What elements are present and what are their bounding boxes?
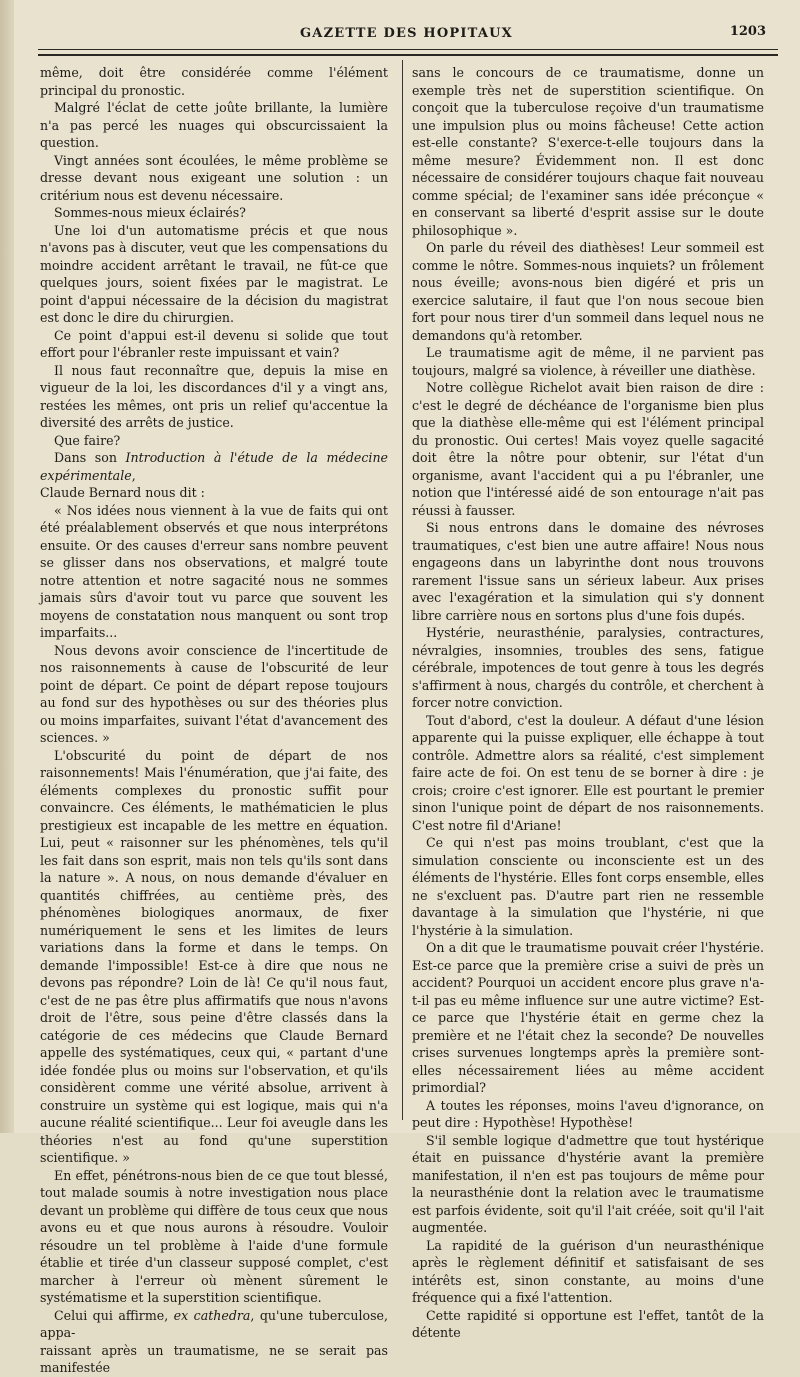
paragraph: même, doit être considérée comme l'élément principal du pronostic.	[40, 65, 388, 98]
paragraph	[40, 1307, 388, 1342]
paragraph: La rapidité de la guérison d'un neurasthénique après le règlement définitif et satisfaisant de ses intérêts est, sinon constante, au moins d'une fréquence qui a fixé l'attention.	[412, 1237, 764, 1305]
paragraph: raissant après un traumatisme, ne se serait pas manifestée	[40, 1342, 388, 1375]
quote-paragraph: « Nos idées nous viennent à la vue de faits qui ont été préalablement observés et que nous interprétons ensuite. Or des causes d'erreur sans nombre peuvent se glisser dans nos observations, et malgré toute notre attention et notre sagacité nous ne sommes jamais sûrs d'avoir tout vu parce que souvent les moyens de constatation nous manquent ou sont trop imparfaits...	[40, 502, 388, 640]
text-run: Dans son	[54, 450, 126, 465]
document-page	[14, 0, 800, 1375]
left-column	[40, 64, 388, 1377]
paragraph: Hystérie, neurasthénie, paralysies, contractures, névralgies, insomnies, troubles des sens, fatigue cérébrale, impotences de tout genre à tous les degrés s'affirment à nous, chargés du contrôle, et cherchent à forcer notre conviction.	[412, 625, 764, 710]
right-column	[412, 64, 764, 1342]
text-run: Celui qui affirme,	[54, 1307, 174, 1323]
paragraph: Cette rapidité si opportune est l'effet, tantôt de la détente	[412, 1307, 764, 1340]
running-title: GAZETTE DES HOPITAUX	[300, 26, 513, 41]
text-run: ,	[131, 467, 136, 483]
latin-phrase: ex cathedra	[173, 1307, 251, 1323]
paragraph: L'obscurité du point de départ de nos raisonnements! Mais l'énumération, que j'ai faite, des éléments complexes du pronostic suffit pour convaincre. Ces éléments, le mathématicien le plus prestigieux est incapable de les mettre en équation. Lui, peut « raisonner sur les phénomènes, tels qu'il les fait dans son esprit, mais non tels qu'ils sont dans la nature ». A nous, on nous demande d'évaluer en quantités chiffrées, au centième près, des phénomènes biologiques anormaux, de fixer numériquement le sens et les limites de leurs variations dans la forme et dans le temps. On demande l'impossible! Est-ce à dire que nous ne devons pas répondre? Loin de là! Ce qu'il nous faut, c'est de ne pas être plus affirmatifs que nous n'avons droit de l'être, sous peine d'être classés dans la catégorie de ces médecins que Claude Bernard appelle des systématiques, ceux qui, « partant d'une idée fondée plus ou moins sur l'observation, et qu'ils considèrent comme une vérité absolue, arrivent à construire un système qui est logique, mais qui n'a aucune réalité scientifique... Leur foi aveugle dans les théories n'est au fond qu'une superstition scientifique. »	[40, 747, 388, 1165]
paragraph: Notre collègue Richelot avait bien raison de dire : c'est le degré de déchéance de l'organisme bien plus que la diathèse elle-même qui est l'élément principal du pronostic. Oui certes! Mais voyez quelle sagacité doit être la nôtre pour obtenir, sur l'état d'un organisme, avant l'accident qui a pu l'ébranler, une notion que l'intéressé aidé de son entourage n'ait pas réussi à fausser.	[412, 380, 764, 518]
paragraph: S'il semble logique d'admettre que tout hystérique était en puissance d'hystérie avant la première manifestation, il n'en est pas toujours de même pour la neurasthénie dont la relation avec le traumatisme est parfois évidente, soit qu'il l'ait créée, soit qu'il l'ait augmentée.	[412, 1132, 764, 1235]
paragraph: Vingt années sont écoulées, le même problème se dresse devant nous exigeant une solution : un critérium nous est devenu nécessaire.	[40, 152, 388, 203]
paragraph: Tout d'abord, c'est la douleur. A défaut d'une lésion apparente qui la puisse expliquer, elle échappe à tout contrôle. Admettre alors sa réalité, c'est simplement faire acte de foi. On est tenu de se borner à dire : je crois; croire c'est ignorer. Elle est pourtant le premier sinon l'unique point de départ de nos raisonnements. C'est notre fil d'Ariane!	[412, 712, 764, 833]
paragraph	[40, 449, 388, 484]
paragraph: Malgré l'éclat de cette joûte brillante, la lumière n'a pas percé les nuages qui obscurcissaient la question.	[40, 100, 388, 150]
paragraph: Il nous faut reconnaître que, depuis la mise en vigueur de la loi, les discordances d'il y a vingt ans, restées les mêmes, ont pris un relief qu'accentue la diversité des arrêts de justice.	[40, 362, 388, 430]
paragraph: Une loi d'un automatisme précis et que nous n'avons pas à discuter, veut que les compensations du moindre accident arrêtant le travail, ne fût-ce que quelques jours, soient fixées par le magistrat. Le point d'appui nécessaire de la décision du magistrat est donc le dire du chirurgien.	[40, 222, 388, 325]
book-title: Introduction à l'étude de la médecine expérimentale	[40, 450, 389, 483]
paragraph: Claude Bernard nous dit :	[40, 485, 205, 500]
paragraph: A toutes les réponses, moins l'aveu d'ignorance, on peut dire : Hypothèse! Hypothèse!	[412, 1097, 764, 1130]
page-number: 1203	[729, 24, 766, 39]
page-header	[14, 18, 800, 42]
book-spine	[0, 0, 14, 1133]
paragraph: Ce qui n'est pas moins troublant, c'est que la simulation consciente ou inconsciente est un des éléments de l'hystérie. Elles font corps ensemble, elles ne s'excluent pas. D'autre part rien ne ressemble davantage à la simulation que l'hystérie, ni que l'hystérie à la simulation.	[412, 835, 764, 938]
paragraph: Si nous entrons dans le domaine des névroses traumatiques, c'est bien une autre affaire! Nous nous engageons dans un labyrinthe dont nous trouvons rarement l'issue sans un sérieux labeur. Aux prises avec l'exagération et la simulation qui s'y donnent libre carrière nous en sortons plus d'une fois dupés.	[412, 520, 764, 623]
paragraph: Le traumatisme agit de même, il ne parvient pas toujours, malgré sa violence, à réveiller une diathèse.	[412, 345, 764, 378]
paragraph: On parle du réveil des diathèses! Leur sommeil est comme le nôtre. Sommes-nous inquiets? un frôlement nous éveille; avons-nous bien digéré et pris un exercice salutaire, il faut que l'on nous secoue bien fort pour nous tirer d'un sommeil dans lequel nous ne demandons qu'à retomber.	[412, 240, 764, 343]
paragraph: On a dit que le traumatisme pouvait créer l'hystérie. Est-ce parce que la première crise a suivi de près un accident? Pourquoi un accident encore plus grave n'a-t-il pas eu même influence sur une autre victime? Est-ce parce que l'hystérie était en germe chez la première et ne l'était chez la seconde? De nouvelles crises survenues longtemps après la première sont-elles nécessairement liées au même accident primordial?	[412, 940, 764, 1095]
paragraph: Ce point d'appui est-il devenu si solide que tout effort pour l'ébranler reste impuissant et vain?	[40, 327, 388, 360]
text-run: , qu'une tuberculose, appa-	[40, 1307, 388, 1340]
header-rule-thin	[38, 49, 778, 50]
paragraph: En effet, pénétrons-nous bien de ce que tout blessé, tout malade soumis à notre investigation nous place devant un problème qui diffère de tous ceux que nous avons eu et que nous aurons à résoudre. Vouloir résoudre un tel problème à l'aide d'une formule établie et tirée d'un classeur supposé complet, c'est marcher à l'erreur où mènent sûrement le systématisme et la superstition scientifique.	[40, 1167, 388, 1305]
paragraph: Sommes-nous mieux éclairés?	[54, 205, 246, 220]
column-divider	[402, 60, 403, 1120]
paragraph: sans le concours de ce traumatisme, donne un exemple très net de superstition scientifique. On conçoit que la tuberculose reçoive d'un traumatisme une impulsion plus ou moins fâcheuse! Cette action est-elle constante? S'exerce-t-elle toujours dans la même mesure? Évidemment non. Il est donc nécessaire de considérer toujours chaque fait nouveau comme spécial; de l'examiner sans idée préconçue « en conservant sa liberté d'esprit assise sur le doute philosophique ».	[412, 65, 764, 238]
paragraph: Que faire?	[54, 432, 121, 448]
quote-paragraph: Nous devons avoir conscience de l'incertitude de nos raisonnements à cause de l'obscurité de leur point de départ. Ce point de départ repose toujours au fond sur des hypothèses ou sur des théories plus ou moins imparfaites, suivant l'état d'avancement des sciences. »	[40, 642, 388, 745]
header-rule-thick	[38, 54, 778, 56]
